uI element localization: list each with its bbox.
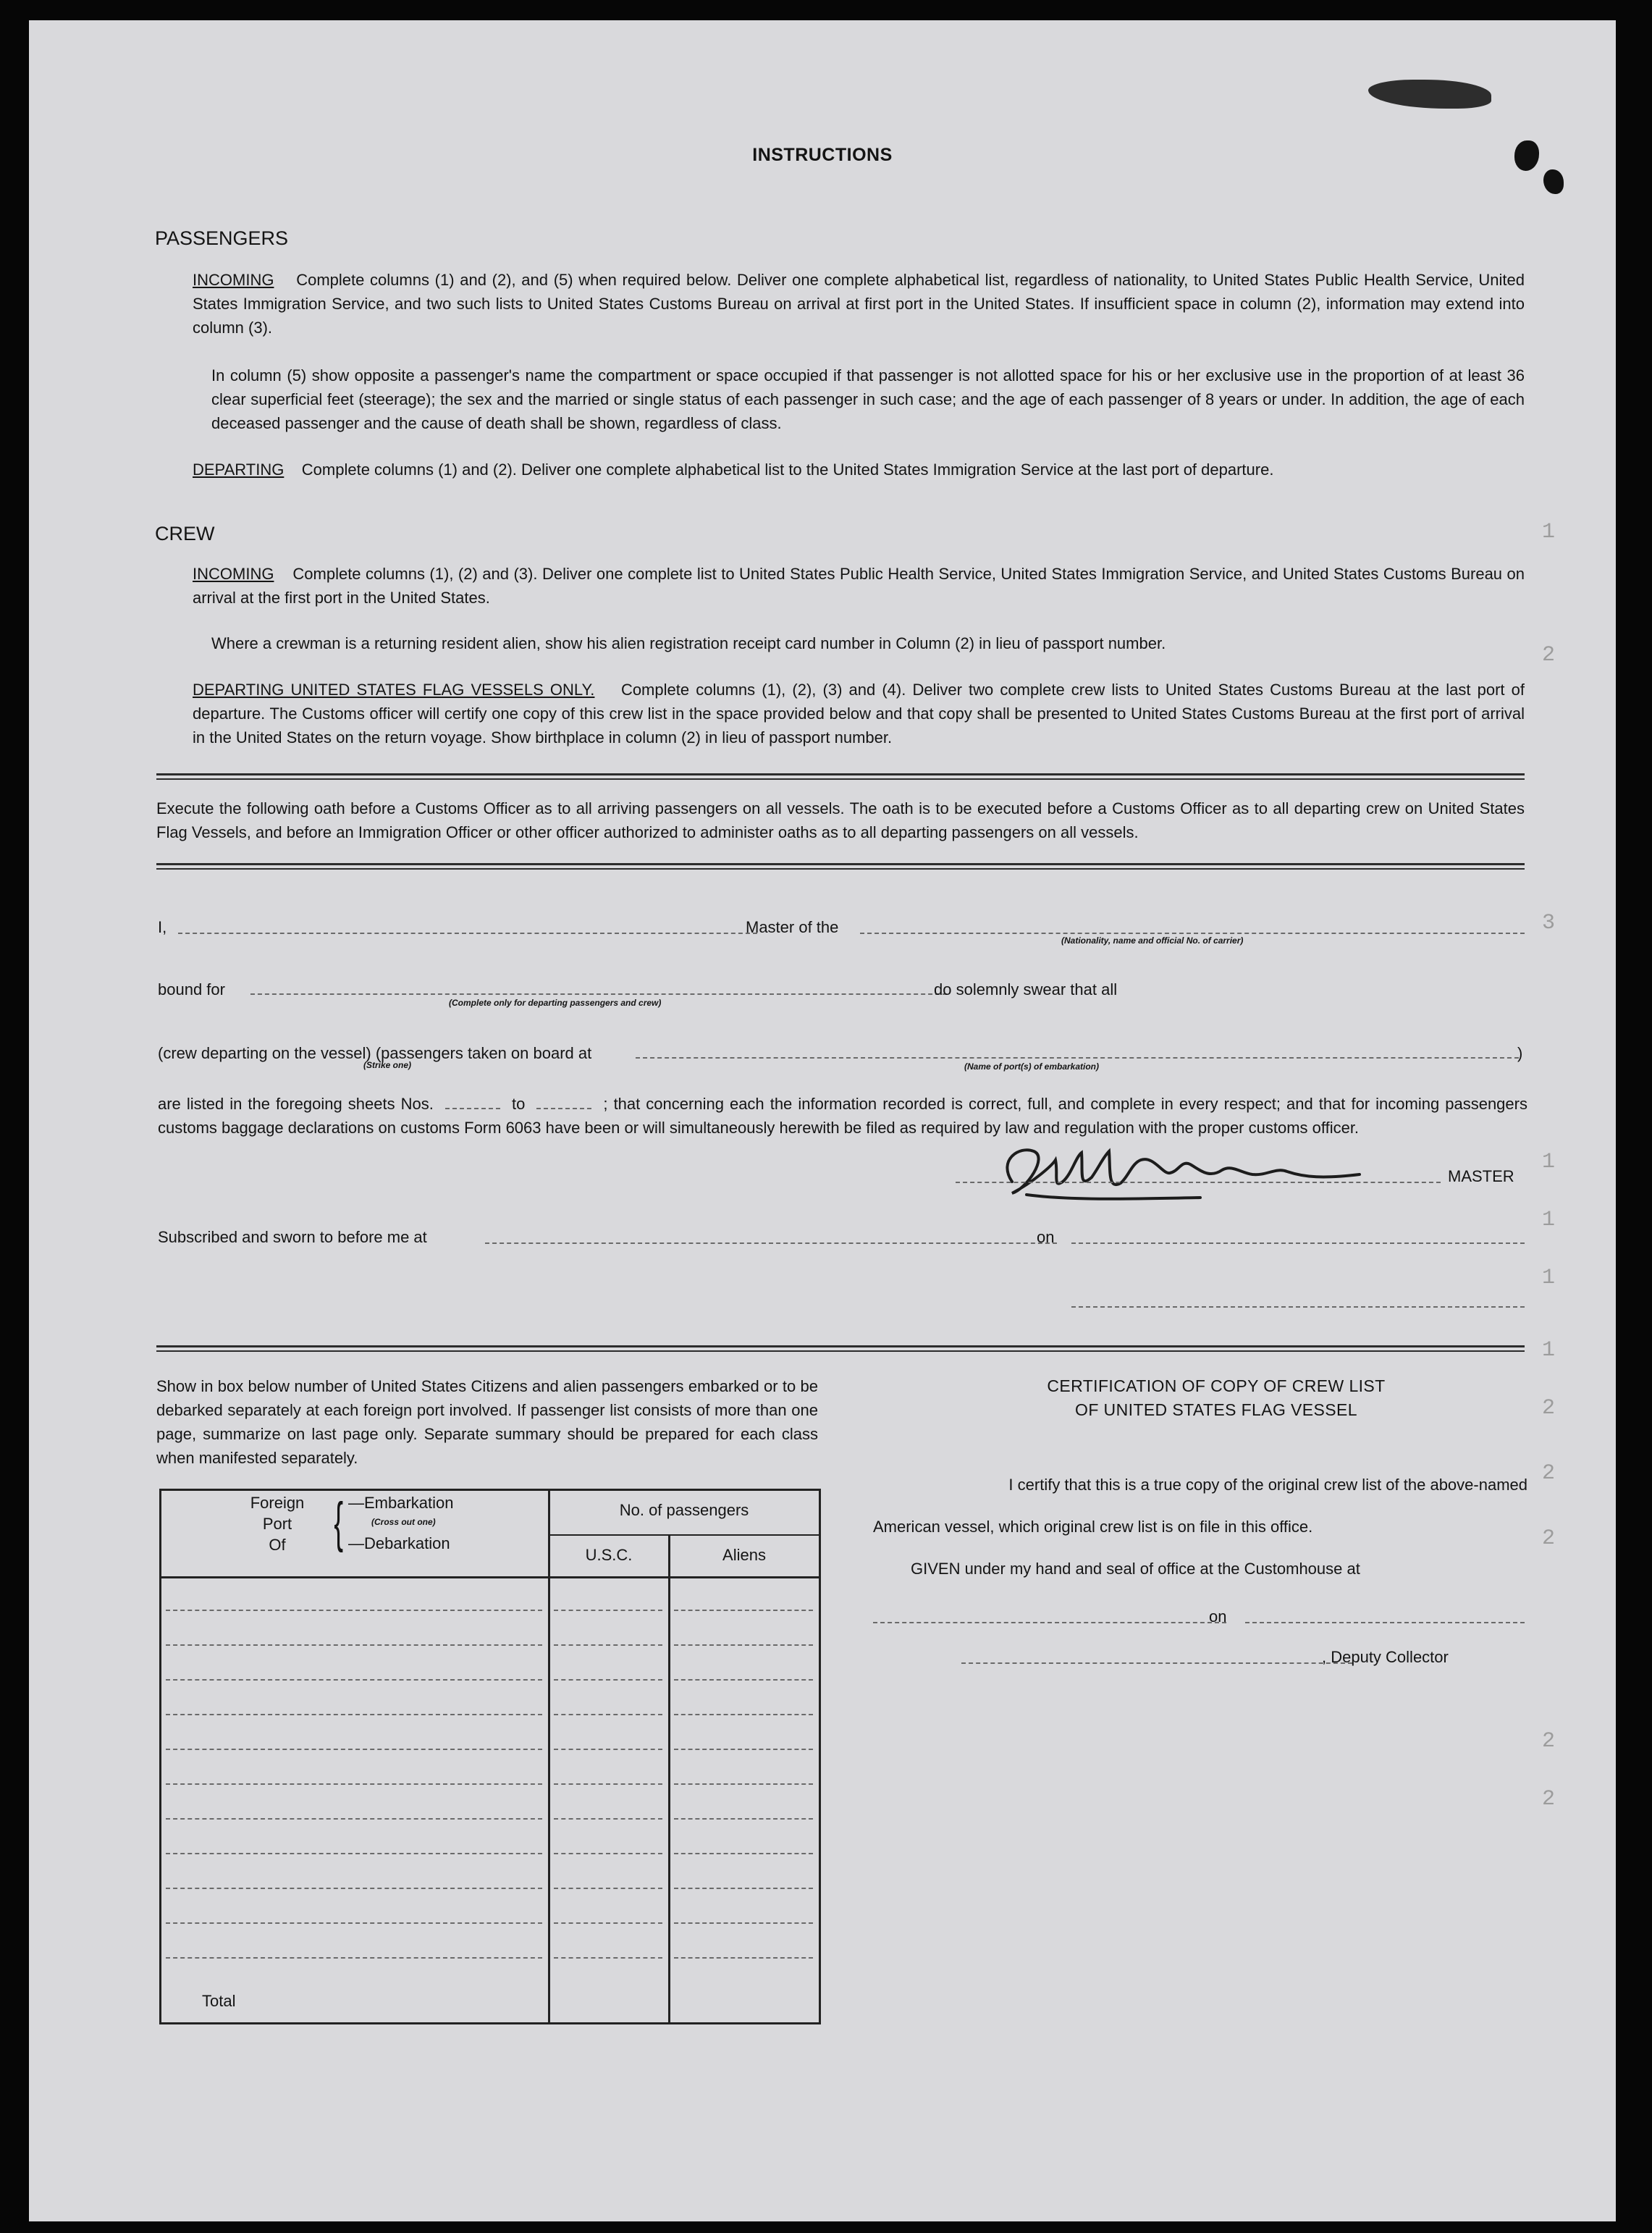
summary-cell-8-2[interactable]: [554, 1853, 662, 1854]
header-of: Of: [269, 1536, 286, 1554]
crew-departing-label: DEPARTING UNITED STATES FLAG VESSELS ONLY.: [193, 681, 595, 699]
oath-divider: [156, 863, 1525, 870]
certify-line2: American vessel, which original crew list is on file in this office.: [873, 1518, 1313, 1536]
passengers-incoming-text: Complete columns (1) and (2), and (5) when required below. Deliver one complete alphabetical list, regardless of nationality, to United States Public Health Service, United States Immigration Service, and two such lists to United States Customs Bureau on arrival at first port in the United States. If insufficient space in column (2), information may extend into column (3).: [193, 271, 1525, 337]
summary-cell-1-2[interactable]: [554, 1610, 662, 1611]
summary-cell-10-2[interactable]: [554, 1922, 662, 1924]
bleed-through-digit: 1: [1542, 1208, 1556, 1232]
summary-cell-10-3[interactable]: [674, 1922, 813, 1924]
closing-paren: ): [1517, 1044, 1523, 1062]
certification-heading-line1: CERTIFICATION OF COPY OF CREW LIST: [1047, 1376, 1386, 1395]
master-signature: [983, 1131, 1388, 1211]
header-foreign-port: [219, 1492, 335, 1555]
sworn-on-label: on: [1037, 1228, 1055, 1246]
torn-edge: [1368, 80, 1491, 109]
passenger-summary-table: [159, 1489, 821, 2024]
summary-cell-11-2[interactable]: [554, 1957, 662, 1959]
bound-for-label: bound for: [158, 980, 225, 998]
table-subheader-rule: [549, 1534, 819, 1536]
section-divider: [156, 773, 1525, 780]
carrier-field[interactable]: [860, 933, 1525, 934]
listed-prefix: are listed in the foregoing sheets Nos.: [158, 1095, 434, 1113]
crew-departing-text: Complete columns (1), (2), (3) and (4). Deliver two complete crew lists to United States Customs Bureau at the last port of departure. The Customs officer will certify one copy of this crew list in the space provided below and that copy shall be presented to United States Customs Bureau at the first port of arrival in the United States on the return voyage. Show birthplace in column (2) in lieu of passport number.: [193, 681, 1525, 747]
bound-for-hint: (Complete only for departing passengers and crew): [449, 998, 662, 1008]
crew-heading: CREW: [155, 523, 215, 544]
bleed-through-digit: 2: [1542, 1787, 1556, 1812]
ink-blot: [1514, 140, 1539, 171]
bleed-through-digit: 3: [1542, 911, 1556, 935]
passengers-departing-label: DEPARTING: [193, 461, 285, 479]
deputy-collector-label: , Deputy Collector: [1322, 1648, 1449, 1666]
table-header-rule: [161, 1576, 819, 1578]
ports-hint: (Name of port(s) of embarkation): [964, 1061, 1100, 1072]
certification-heading: [898, 1374, 1535, 1422]
certification-heading-line2: OF UNITED STATES FLAG VESSEL: [1075, 1400, 1357, 1419]
bleed-through-digit: 2: [1542, 643, 1556, 668]
summary-cell-8-1[interactable]: [166, 1853, 542, 1854]
summary-cell-11-1[interactable]: [166, 1957, 542, 1959]
summary-cell-2-2[interactable]: [554, 1644, 662, 1646]
summary-cell-9-3[interactable]: [674, 1888, 813, 1889]
bleed-through-digit: 1: [1542, 520, 1556, 544]
summary-instructions: Show in box below number of United States Citizens and alien passengers embarked or to be debarked separately at each foreign port involved. If passenger list consists of more than one page, summarize on last page only. Separate summary should be prepared for each class when manifested separately.: [156, 1377, 818, 1467]
master-name-field[interactable]: [178, 933, 757, 934]
bleed-through-digit: 2: [1542, 1396, 1556, 1421]
bleed-through-digit: 2: [1542, 1729, 1556, 1754]
summary-cell-2-1[interactable]: [166, 1644, 542, 1646]
sworn-officer-field[interactable]: [1071, 1306, 1525, 1308]
sheet-from-field[interactable]: [445, 1108, 500, 1109]
summary-cell-7-1[interactable]: [166, 1818, 542, 1820]
header-embarkation: —Embarkation: [348, 1494, 454, 1512]
listed-suffix: ; that concerning each the information recorded is correct, full, and complete in every respect; and that for incoming passengers customs baggage declarations on customs Form 6063 have been or will simultaneously herewith be filed as required by law and regulation with the proper customs officer.: [158, 1095, 1527, 1137]
deputy-collector-field[interactable]: [961, 1662, 1352, 1664]
crew-departing-label: (crew departing on the vessel) (passengers taken on board at: [158, 1044, 592, 1062]
passengers-heading: PASSENGERS: [155, 227, 289, 249]
sheet-to-field[interactable]: [536, 1108, 591, 1109]
crew-incoming-paragraph: [193, 562, 1525, 610]
sworn-place-field[interactable]: [485, 1242, 1057, 1244]
passengers-departing-paragraph: [193, 458, 1525, 481]
summary-cell-4-2[interactable]: [554, 1714, 662, 1715]
document-page: [29, 20, 1616, 2221]
bleed-through-digit: 2: [1542, 1526, 1556, 1551]
header-usc: U.S.C.: [585, 1546, 633, 1564]
passengers-departing-text: Complete columns (1) and (2). Deliver one complete alphabetical list to the United States Immigration Service at the last port of departure.: [301, 461, 1274, 479]
header-cross-out: (Cross out one): [371, 1517, 436, 1527]
summary-cell-1-3[interactable]: [674, 1610, 813, 1611]
passengers-incoming-label: INCOMING: [193, 271, 274, 289]
summary-cell-9-1[interactable]: [166, 1888, 542, 1889]
carrier-field-hint: (Nationality, name and official No. of carrier): [1061, 935, 1244, 946]
summary-cell-6-2[interactable]: [554, 1783, 662, 1785]
summary-cell-9-2[interactable]: [554, 1888, 662, 1889]
summary-cell-7-3[interactable]: [674, 1818, 813, 1820]
summary-cell-3-1[interactable]: [166, 1679, 542, 1681]
table-col-divider-1: [548, 1491, 550, 2022]
summary-cell-6-3[interactable]: [674, 1783, 813, 1785]
header-port: Port: [262, 1515, 292, 1533]
page-title: INSTRUCTIONS: [752, 145, 893, 165]
summary-cell-5-2[interactable]: [554, 1749, 662, 1750]
bound-for-field[interactable]: [250, 993, 947, 995]
summary-cell-7-2[interactable]: [554, 1818, 662, 1820]
embarkation-ports-field[interactable]: [636, 1057, 1519, 1059]
header-no-of-passengers: No. of passengers: [619, 1501, 749, 1519]
master-of-label: Master of the: [746, 918, 839, 936]
summary-cell-3-2[interactable]: [554, 1679, 662, 1681]
crew-incoming-label: INCOMING: [193, 565, 274, 583]
summary-cell-8-3[interactable]: [674, 1853, 813, 1854]
lower-divider: [156, 1345, 1525, 1352]
passengers-column5-paragraph: In column (5) show opposite a passenger's name the compartment or space occupied if that passenger is not allotted space for his or her exclusive use in the proportion of at least 36 clear superficial feet (steerage); the sex and the married or single status of each passenger in such case; and the age of each passenger of 8 years or under. In addition, the age of each deceased passenger and the cause of death shall be shown, regardless of class.: [211, 366, 1525, 432]
bleed-through-digit: 1: [1542, 1150, 1556, 1174]
oath-intro: Execute the following oath before a Customs Officer as to all arriving passengers on all vessels. The oath is to be executed before a Customs Officer as to all departing crew on United States Flag Vessels, and before an Immigration Officer or other officer authorized to administer oaths as to all departing passengers on all vessels.: [156, 799, 1525, 841]
to-label: to: [511, 1095, 526, 1113]
ink-blot: [1543, 169, 1564, 194]
header-debarkation: —Debarkation: [348, 1534, 450, 1552]
summary-cell-4-3[interactable]: [674, 1714, 813, 1715]
master-label: MASTER: [1448, 1167, 1514, 1185]
crew-departing-paragraph: [193, 678, 1525, 749]
summary-cell-1-1[interactable]: [166, 1610, 542, 1611]
summary-cell-4-1[interactable]: [166, 1714, 542, 1715]
summary-cell-6-1[interactable]: [166, 1783, 542, 1785]
summary-cell-2-3[interactable]: [674, 1644, 813, 1646]
crew-incoming-text: Complete columns (1), (2) and (3). Deliver one complete list to United States Public Health Service, United States Immigration Service, and United States Customs Bureau on arrival at the first port in the United States.: [193, 565, 1525, 607]
passengers-incoming-paragraph: [193, 268, 1525, 340]
header-foreign: Foreign: [250, 1494, 305, 1512]
header-brace: {: [334, 1492, 344, 1553]
summary-cell-5-3[interactable]: [674, 1749, 813, 1750]
sworn-date-field[interactable]: [1071, 1242, 1525, 1244]
strike-one-hint: (Strike one): [363, 1060, 412, 1070]
swear-label: do solemnly swear that all: [934, 980, 1118, 998]
customhouse-field[interactable]: [873, 1622, 1226, 1623]
crew-resident-paragraph: Where a crewman is a returning resident alien, show his alien registration receipt card number in Column (2) in lieu of passport number.: [211, 634, 1166, 652]
bleed-through-digit: 1: [1542, 1266, 1556, 1290]
summary-cell-5-1[interactable]: [166, 1749, 542, 1750]
summary-cell-10-1[interactable]: [166, 1922, 542, 1924]
certify-line1: I certify that this is a true copy of the original crew list of the above-named: [1008, 1476, 1527, 1494]
cert-date-field[interactable]: [1245, 1622, 1525, 1623]
subscribed-label: Subscribed and sworn to before me at: [158, 1228, 427, 1246]
summary-cell-3-3[interactable]: [674, 1679, 813, 1681]
table-col-divider-2: [668, 1534, 670, 2022]
master-signature-line[interactable]: [956, 1182, 1441, 1183]
given-text: GIVEN under my hand and seal of office at the Customhouse at: [911, 1560, 1360, 1578]
bleed-through-digit: 1: [1542, 1338, 1556, 1363]
cert-on-label: on: [1209, 1607, 1227, 1626]
header-aliens: Aliens: [722, 1546, 766, 1564]
bleed-through-digit: 2: [1542, 1461, 1556, 1486]
summary-cell-11-3[interactable]: [674, 1957, 813, 1959]
total-label: Total: [202, 1992, 236, 2010]
oath-i-label: I,: [158, 918, 167, 936]
